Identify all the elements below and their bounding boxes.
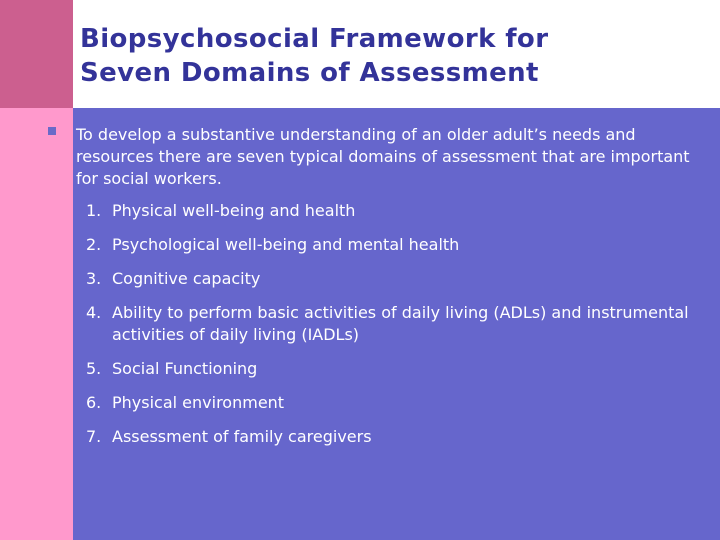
list-item-number: 7.: [86, 427, 102, 446]
list-item-text: Psychological well-being and mental health: [112, 235, 460, 254]
list-item-text: Assessment of family caregivers: [112, 427, 372, 446]
title-line-2: Seven Domains of Assessment: [80, 58, 539, 88]
list-item-number: 3.: [86, 269, 102, 288]
list-item-text: Social Functioning: [112, 359, 258, 378]
list-item: [86, 234, 706, 256]
list-item-number: 2.: [86, 235, 102, 254]
list-item-number: 1.: [86, 201, 102, 220]
domain-list: [86, 200, 706, 460]
accent-bar-top: [0, 0, 73, 108]
list-item: [86, 302, 706, 346]
list-item-text: Ability to perform basic activities of daily living (ADLs) and instrumental activities of daily living (IADLs): [112, 303, 689, 344]
intro-text: To develop a substantive understanding of an older adult’s needs and resources there are seven typical domains of assessment that are important for social workers.: [76, 125, 690, 188]
list-item-number: 6.: [86, 393, 102, 412]
title-line-1: Biopsychosocial Framework for: [80, 24, 549, 54]
list-item: [86, 268, 706, 290]
slide-title: [80, 22, 548, 90]
list-item: [86, 200, 706, 222]
list-item: [86, 426, 706, 448]
list-item-number: 5.: [86, 359, 102, 378]
list-item-text: Cognitive capacity: [112, 269, 261, 288]
list-item-text: Physical environment: [112, 393, 285, 412]
list-item-number: 4.: [86, 303, 102, 322]
list-item: [86, 358, 706, 380]
accent-bar-bottom: [0, 108, 73, 540]
list-item-text: Physical well-being and health: [112, 201, 356, 220]
list-item: [86, 392, 706, 414]
square-bullet-icon: [48, 127, 56, 135]
